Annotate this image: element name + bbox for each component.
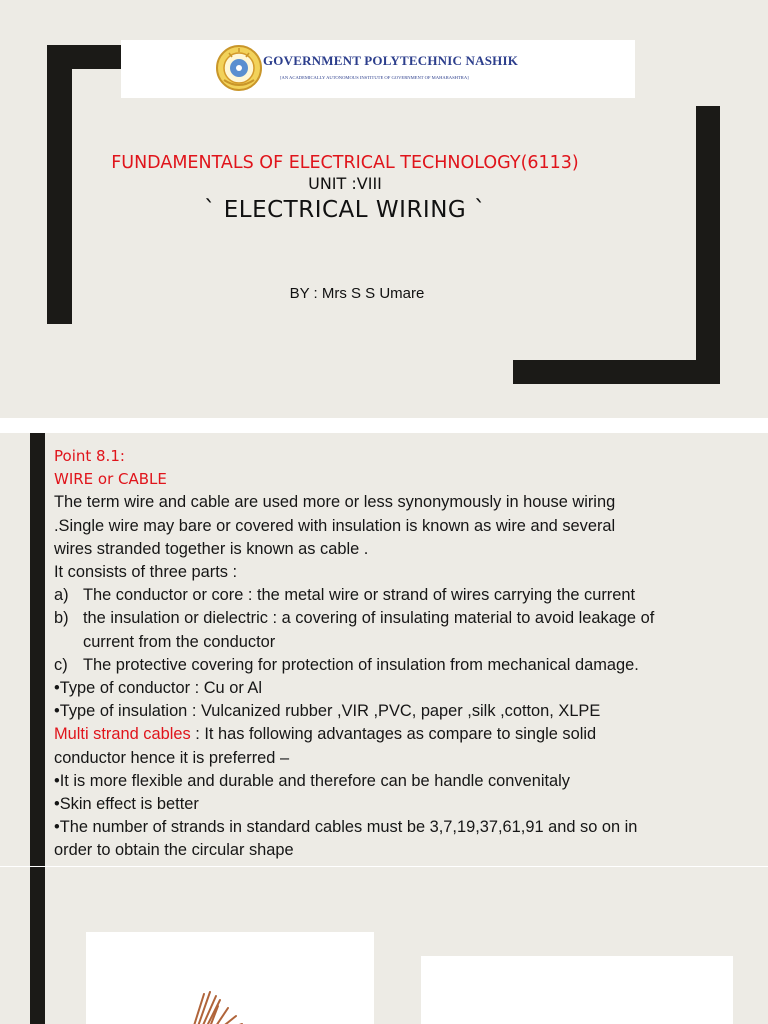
body-line: It consists of three parts : bbox=[54, 563, 238, 582]
section-heading: WIRE or CABLE bbox=[54, 470, 167, 489]
bullet-item: •Type of insulation : Vulcanized rubber ,VIR ,PVC, paper ,silk ,cotton, XLPE bbox=[54, 702, 601, 721]
frame-bar-right bbox=[696, 106, 720, 384]
list-item bbox=[54, 654, 764, 677]
copper-strands-icon bbox=[182, 972, 262, 1024]
frame-bar-top bbox=[47, 45, 123, 69]
bullet-item: •The number of strands in standard cables must be 3,7,19,37,61,91 and so on in bbox=[54, 818, 638, 837]
list-marker: c) bbox=[54, 655, 68, 674]
frame-bar-bottom bbox=[513, 360, 720, 384]
body-line: conductor hence it is preferred – bbox=[54, 748, 290, 767]
body-line: wires stranded together is known as cable . bbox=[54, 539, 369, 558]
slide-side-bar bbox=[30, 433, 45, 866]
list-text: The conductor or core : the metal wire or strand of wires carrying the current bbox=[83, 586, 636, 605]
multi-strand-text: : It has following advantages as compare to single solid bbox=[190, 725, 597, 744]
title-slide bbox=[0, 0, 768, 418]
topic-title: ` ELECTRICAL WIRING ` bbox=[203, 197, 487, 223]
list-marker: b) bbox=[54, 609, 69, 628]
cable-diagram bbox=[421, 956, 733, 1024]
bullet-item: •Skin effect is better bbox=[54, 795, 199, 814]
bullet-item: •Type of conductor : Cu or Al bbox=[54, 679, 262, 698]
cable-photo bbox=[86, 932, 374, 1024]
institute-banner bbox=[121, 40, 635, 98]
slide-side-bar bbox=[30, 867, 45, 1024]
body-line: .Single wire may bare or covered with insulation is known as wire and several bbox=[54, 516, 616, 535]
institute-name: GOVERNMENT POLYTECHNIC NASHIK bbox=[263, 53, 519, 68]
institute-emblem-icon bbox=[215, 44, 263, 92]
body-line: order to obtain the circular shape bbox=[54, 841, 294, 860]
course-title: FUNDAMENTALS OF ELECTRICAL TECHNOLOGY(6113) bbox=[111, 153, 579, 173]
image-slide bbox=[0, 867, 768, 1024]
bullet-item: •It is more flexible and durable and therefore can be handle convenitaly bbox=[54, 771, 570, 790]
content-slide bbox=[0, 433, 768, 866]
multi-strand-term: Multi strand cables bbox=[54, 725, 191, 744]
list-text: The protective covering for protection of insulation from mechanical damage. bbox=[83, 655, 639, 674]
author-line: BY : Mrs S S Umare bbox=[289, 285, 425, 302]
unit-label: UNIT :VIII bbox=[308, 174, 382, 193]
body-line: The term wire and cable are used more or less synonymously in house wiring bbox=[54, 493, 616, 512]
point-label: Point 8.1: bbox=[54, 447, 125, 465]
list-item bbox=[54, 607, 764, 630]
institute-subtitle: [AN ACADEMICALLY AUTONOMOUS INSTITUTE OF GOVERNMENT OF MAHARASHTRA] bbox=[280, 75, 469, 80]
list-marker: a) bbox=[54, 586, 69, 605]
list-item bbox=[54, 584, 764, 607]
list-text-continued: current from the conductor bbox=[83, 632, 276, 651]
slide-body bbox=[54, 445, 764, 863]
multi-strand-line bbox=[54, 723, 764, 746]
list-text: the insulation or dielectric : a covering of insulating material to avoid leakage of bbox=[83, 609, 655, 628]
